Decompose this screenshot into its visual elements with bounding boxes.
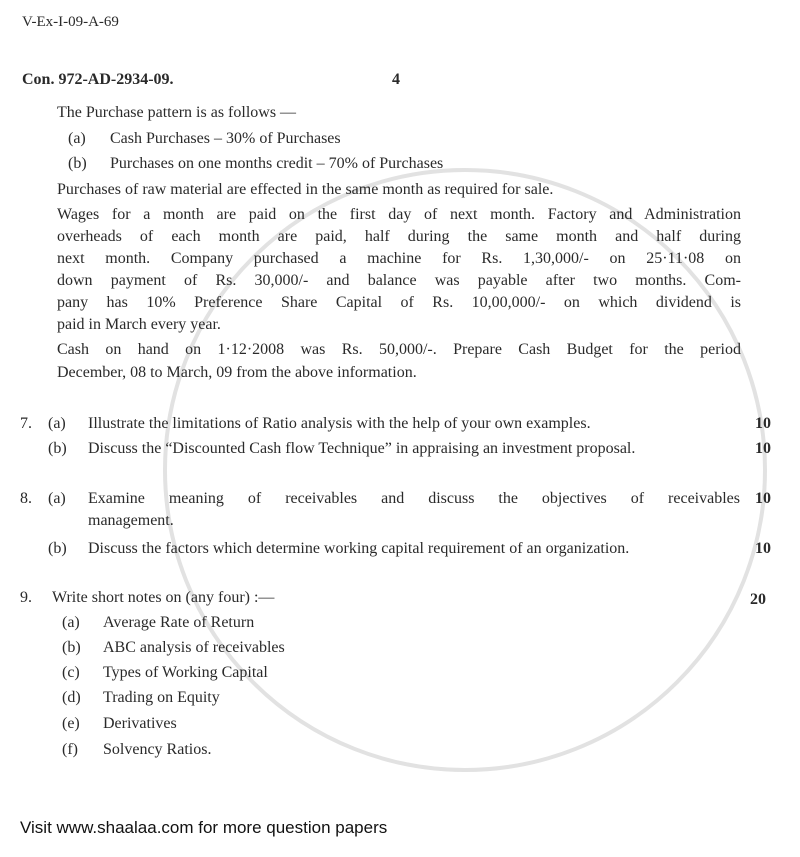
footer-link[interactable]: Visit www.shaalaa.com for more question papers [20,818,388,837]
question-text: Discuss the “Discounted Cash flow Technique” in appraising an investment proposal. [88,440,636,457]
marks: 10 [755,440,771,457]
question-number: 7. [20,415,32,432]
question-text: management. [88,512,174,529]
paper-code: V-Ex-I-09-A-69 [22,14,119,30]
item-label: (b) [68,155,87,172]
note-label: (d) [62,689,81,706]
item-text: Purchases on one months credit – 70% of Purchases [110,155,444,172]
paragraph-line: paid in March every year. [57,316,221,333]
marks: 10 [755,490,771,507]
note-item: Solvency Ratios. [103,741,212,758]
raw-material-text: Purchases of raw material are effected in the same month as required for sale. [57,181,554,198]
question-text: Write short notes on (any four) :— [52,589,275,606]
page-number: 4 [392,71,400,88]
note-label: (c) [62,664,80,681]
con-number: Con. 972-AD-2934-09. [22,71,174,88]
paragraph-line: Wages for a month are paid on the first day of next month. Factory and Administration [57,206,741,223]
item-text: Cash Purchases – 30% of Purchases [110,130,341,147]
sub-label: (a) [48,490,66,507]
sub-label: (b) [48,440,67,457]
note-label: (b) [62,639,81,656]
paragraph-line: pany has 10% Preference Share Capital of Rs. 10,00,000/- on which dividend is [57,294,741,311]
question-number: 9. [20,589,32,606]
note-item: Types of Working Capital [103,664,268,681]
purchase-pattern: The Purchase pattern is as follows — [57,104,297,121]
item-label: (a) [68,130,86,147]
question-text: Illustrate the limitations of Ratio analysis with the help of your own examples. [88,415,591,432]
question-text: Examine meaning of receivables and discuss the objectives of receivables [88,490,740,507]
note-item: Average Rate of Return [103,614,255,631]
sub-label: (a) [48,415,66,432]
paragraph-line: next month. Company purchased a machine for Rs. 1,30,000/- on 25·11·08 on [57,250,741,267]
note-label: (e) [62,715,80,732]
note-label: (a) [62,614,80,631]
note-item: Trading on Equity [103,689,220,706]
paragraph-line: overheads of each month are paid, half during the same month and half during [57,228,741,245]
question-number: 8. [20,490,32,507]
note-item: Derivatives [103,715,177,732]
paragraph-line: down payment of Rs. 30,000/- and balance was payable after two months. Com- [57,272,741,289]
paragraph-line: Cash on hand on 1·12·2008 was Rs. 50,000/-. Prepare Cash Budget for the period [57,341,741,358]
question-text: Discuss the factors which determine working capital requirement of an organization. [88,540,630,557]
sub-label: (b) [48,540,67,557]
note-label: (f) [62,741,78,758]
note-item: ABC analysis of receivables [103,639,285,656]
marks: 20 [750,591,766,608]
marks: 10 [755,415,771,432]
marks: 10 [755,540,771,557]
paragraph-line: December, 08 to March, 09 from the above information. [57,364,417,381]
